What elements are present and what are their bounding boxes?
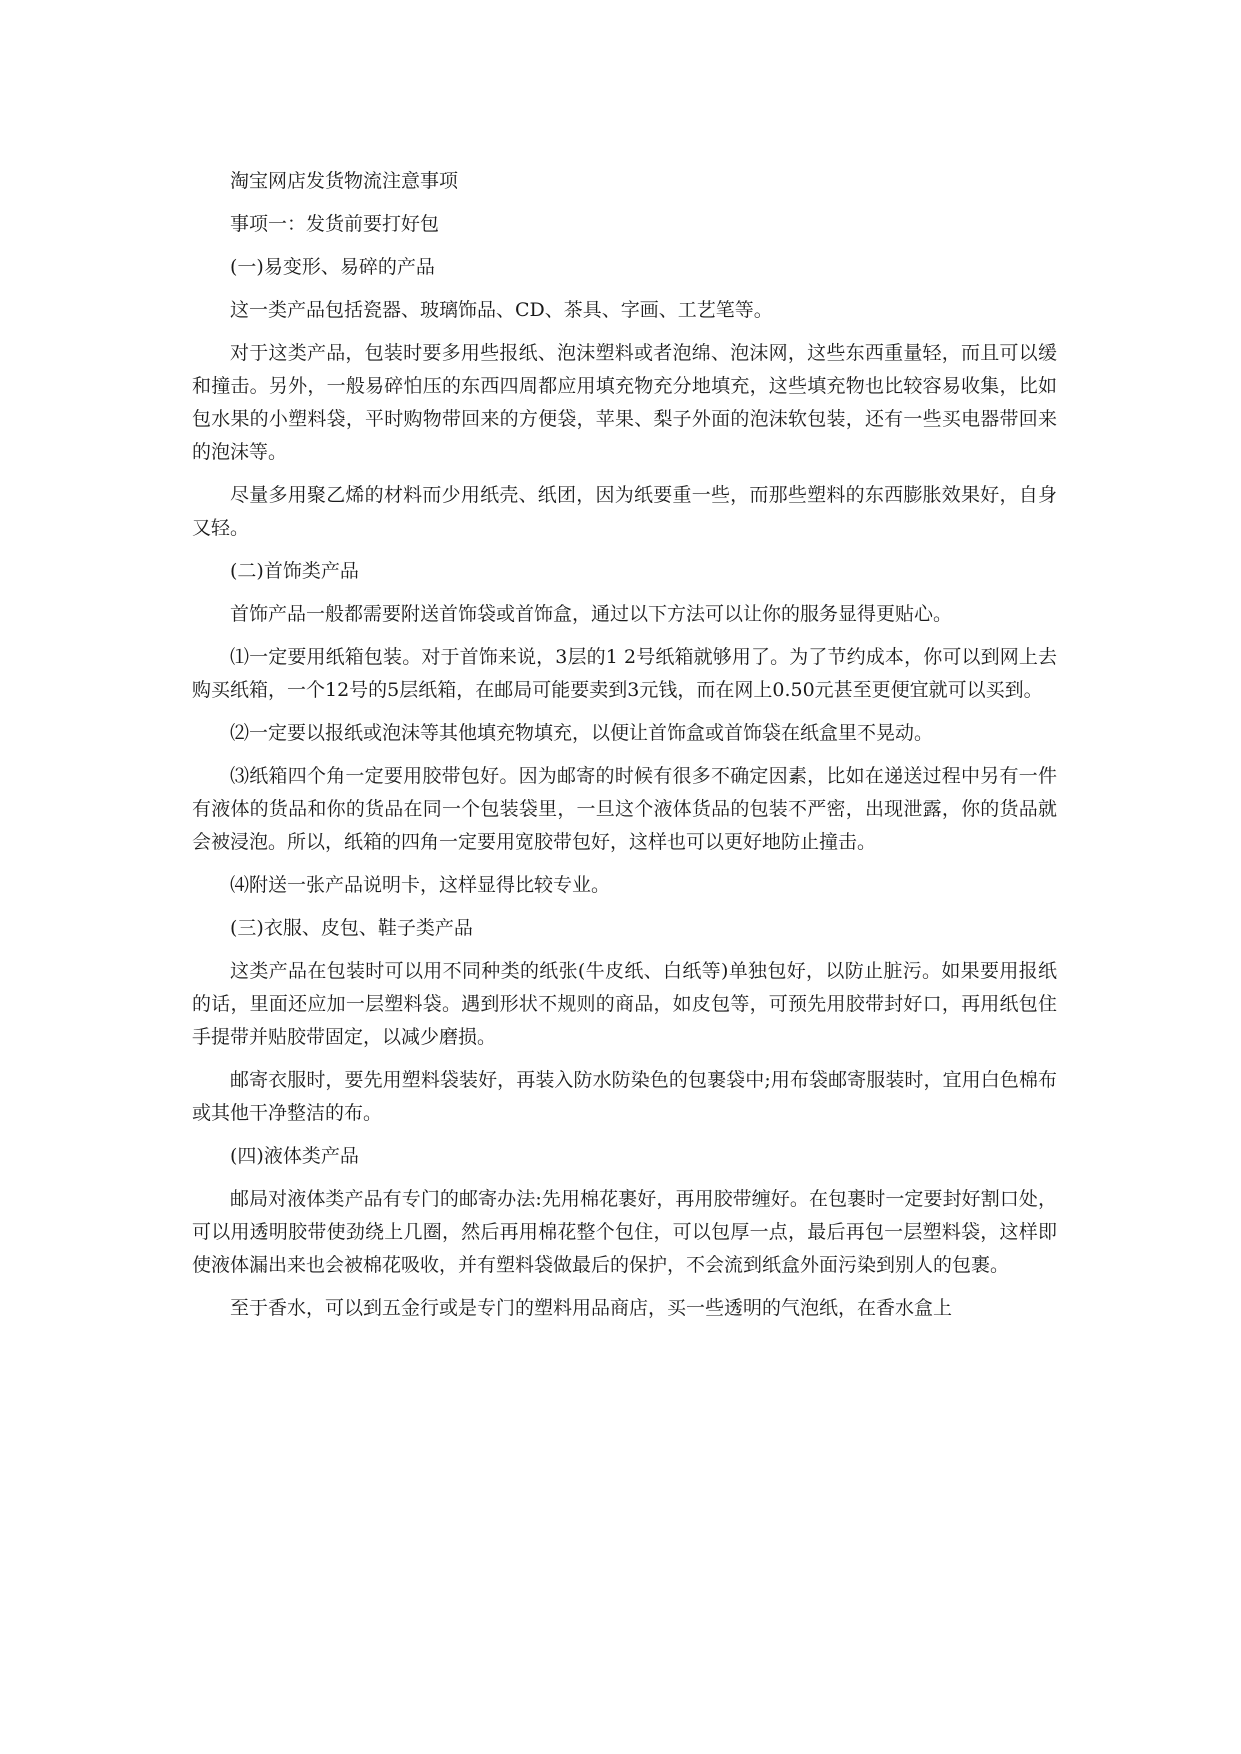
- paragraph: 尽量多用聚乙烯的材料而少用纸壳、纸团，因为纸要重一些，而那些塑料的东西膨胀效果好，自身又轻。: [192, 484, 1057, 539]
- paragraph: 这类产品在包装时可以用不同种类的纸张(牛皮纸、白纸等)单独包好，以防止脏污。如果要用报纸的话，里面还应加一层塑料袋。遇到形状不规则的商品，如皮包等，可预先用胶带封好口，再用纸包住手提带并贴胶带固定，以减少磨损。: [192, 960, 1057, 1048]
- paragraph: 至于香水，可以到五金行或是专门的塑料用品商店，买一些透明的气泡纸，在香水盒上: [230, 1297, 953, 1319]
- paragraph: 邮寄衣服时，要先用塑料袋装好，再装入防水防染色的包裹袋中;用布袋邮寄服装时，宜用白色棉布或其他干净整洁的布。: [192, 1069, 1057, 1124]
- subsection-heading-2: (二)首饰类产品: [230, 560, 359, 582]
- list-item: ⑷附送一张产品说明卡，这样显得比较专业。: [230, 874, 611, 896]
- paragraph: 对于这类产品，包装时要多用些报纸、泡沫塑料或者泡绵、泡沫网，这些东西重量轻，而且可以缓和撞击。另外，一般易碎怕压的东西四周都应用填充物充分地填充，这些填充物也比较容易收集，比如包水果的小塑料袋，平时购物带回来的方便袋，苹果、梨子外面的泡沫软包装，还有一些买电器带回来的泡沫等。: [192, 342, 1057, 463]
- list-item: ⑶纸箱四个角一定要用胶带包好。因为邮寄的时候有很多不确定因素，比如在递送过程中另有一件有液体的货品和你的货品在同一个包装袋里，一旦这个液体货品的包装不严密，出现泄露，你的货品就会被浸泡。所以，纸箱的四角一定要用宽胶带包好，这样也可以更好地防止撞击。: [192, 765, 1057, 853]
- doc-title: 淘宝网店发货物流注意事项: [230, 170, 459, 192]
- list-item: ⑵一定要以报纸或泡沫等其他填充物填充，以便让首饰盒或首饰袋在纸盒里不晃动。: [230, 722, 934, 744]
- subsection-heading-1: (一)易变形、易碎的产品: [230, 256, 435, 278]
- list-item: ⑴一定要用纸箱包装。对于首饰来说，3层的1 2号纸箱就够用了。为了节约成本，你可以到网上去购买纸箱，一个12号的5层纸箱，在邮局可能要卖到3元钱，而在网上0.50元甚至更便宜就可以买到。: [192, 646, 1057, 701]
- paragraph: 邮局对液体类产品有专门的邮寄办法:先用棉花裹好，再用胶带缠好。在包裹时一定要封好割口处，可以用透明胶带使劲绕上几圈，然后再用棉花整个包住，可以包厚一点，最后再包一层塑料袋，这样即使液体漏出来也会被棉花吸收，并有塑料袋做最后的保护，不会流到纸盒外面污染到别人的包裹。: [192, 1188, 1057, 1276]
- document-body: [192, 165, 1057, 1335]
- paragraph: 首饰产品一般都需要附送首饰袋或首饰盒，通过以下方法可以让你的服务显得更贴心。: [230, 603, 953, 625]
- subsection-heading-4: (四)液体类产品: [230, 1145, 359, 1167]
- paragraph: 这一类产品包括瓷器、玻璃饰品、CD、茶具、字画、工艺笔等。: [230, 299, 773, 321]
- section-heading-1: 事项一：发货前要打好包: [230, 213, 440, 235]
- subsection-heading-3: (三)衣服、皮包、鞋子类产品: [230, 917, 473, 939]
